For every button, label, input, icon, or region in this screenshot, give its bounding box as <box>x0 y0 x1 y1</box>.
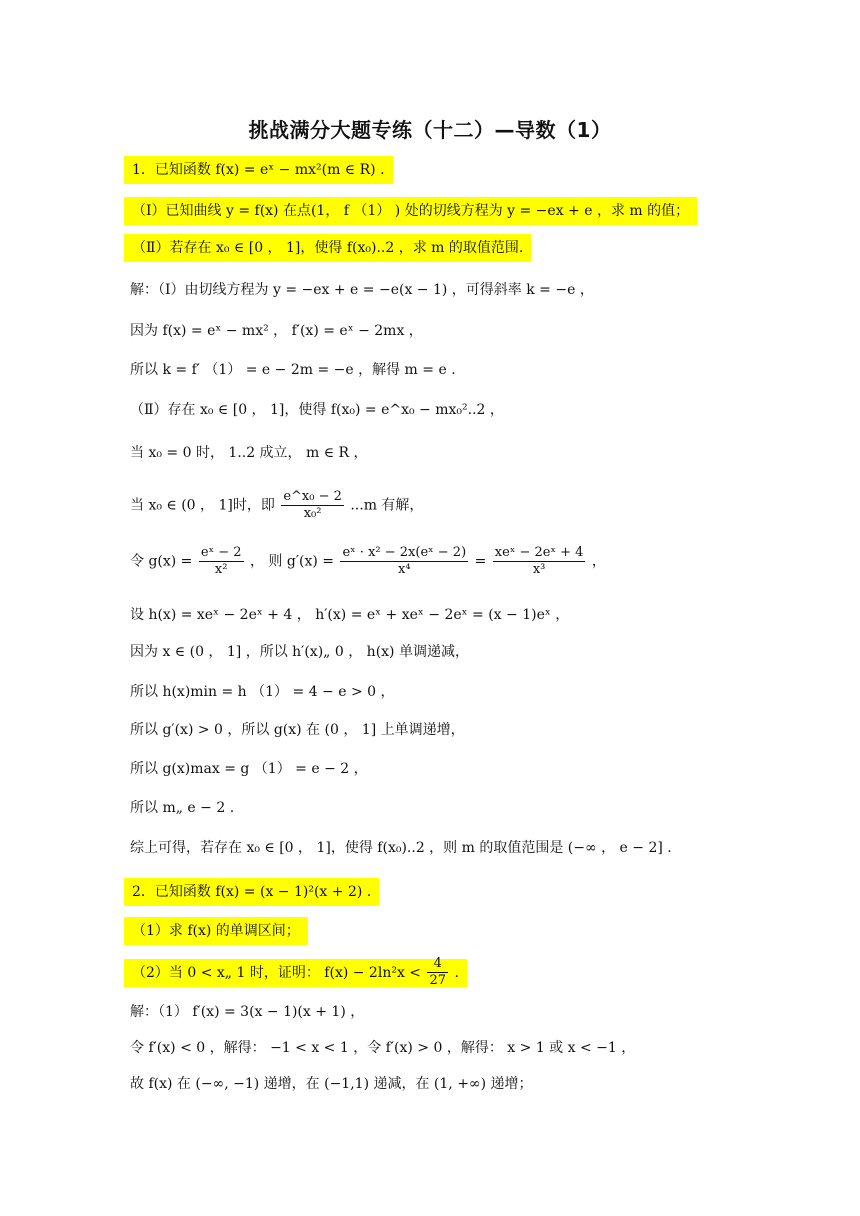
q1-part1: （Ⅰ）已知曲线 y = f(x) 在点(1， f （1） ) 处的切线方程为 y = −ex + e ，求 m 的值； <box>130 201 697 221</box>
fraction: $\frac{4}{27}$ <box>429 956 447 988</box>
sol1-line4: （Ⅱ）存在 x₀ ∈ [0 ， 1]，使得 f(x₀) = e^x₀ − mx₀²..2 ， <box>130 402 504 418</box>
sol1-line14: 综上可得，若存在 x₀ ∈ [0 ， 1]，使得 f(x₀)..2 ，则 m 的取值范围是 (−∞ ， e − 2] . <box>130 840 672 856</box>
sol1-line2: 因为 f(x) = eˣ − mx² ， f′(x) = eˣ − 2mx ， <box>130 323 423 339</box>
q2-part2: （2）当 0 < x„ 1 时，证明： f(x) − 2ln²x < $\frac{4}{27}$ . <box>130 956 467 989</box>
sol1-line11: 所以 g′(x) > 0 ，所以 g(x) 在 (0 ， 1] 上单调递增， <box>130 722 465 738</box>
sol2-line1: 解：（1） f′(x) = 3(x − 1)(x + 1) ， <box>130 1004 365 1020</box>
fraction: $\frac{\text{eˣ · x² − 2x(eˣ − 2)}}{\text{x⁴}}$ <box>342 545 467 577</box>
sol1-line12: 所以 g(x)max = g （1） = e − 2 ， <box>130 761 368 777</box>
sol1-line1: 解：（Ⅰ）由切线方程为 y = −ex + e = −e(x − 1) ，可得斜率 k = −e ， <box>130 282 594 298</box>
fraction: $\frac{\text{e\textasciicircum{}x₀ − 2}}{\text{x₀²}}$ <box>283 489 342 521</box>
sol2-line2: 令 f′(x) < 0 ，解得： −1 < x < 1 ，令 f′(x) > 0 ，解得： x > 1 或 x < −1 ， <box>130 1040 636 1056</box>
sol1-line6: 当 x₀ ∈ (0 ， 1]时，即 $\frac{\text{e\textasciicircum{}x₀ − 2}}{\text{x₀²}}$ ...m 有解， <box>130 489 424 521</box>
sol1-line9: 因为 x ∈ (0 ， 1] ，所以 h′(x)„ 0 ， h(x) 单调递减， <box>130 644 469 660</box>
q1-stem: 1．已知函数 f(x) = eˣ − mx²(m ∈ R) . <box>130 160 393 180</box>
q1-part2: （Ⅱ）若存在 x₀ ∈ [0 ， 1]，使得 f(x₀)..2 ，求 m 的取值范围. <box>130 238 531 258</box>
sol1-line8: 设 h(x) = xeˣ − 2eˣ + 4 ， h′(x) = eˣ + xeˣ − 2eˣ = (x − 1)eˣ ， <box>130 607 570 623</box>
sol1-line10: 所以 h(x)min = h （1） = 4 − e > 0 ， <box>130 684 395 700</box>
sol1-line13: 所以 m„ e − 2 . <box>130 800 235 816</box>
q2-stem: 2．已知函数 f(x) = (x − 1)²(x + 2) . <box>130 882 379 902</box>
sol2-line3: 故 f(x) 在 (−∞, −1) 递增，在 (−1,1) 递减，在 (1, +∞) 递增； <box>130 1076 533 1092</box>
fraction: $\frac{\text{xeˣ − 2eˣ + 4}}{\text{x³}}$ <box>494 545 584 577</box>
sol1-line7: 令 g(x) = $\frac{\text{eˣ − 2}}{\text{x²}}$ ， 则 g′(x) = $\frac{\text{eˣ · x² − 2x(eˣ − 2)}}{\text{x⁴}}$ = $\frac{\text{xeˣ − 2eˣ + 4}}{\text{x³}}$ ， <box>130 545 606 577</box>
fraction: $\frac{\text{eˣ − 2}}{\text{x²}}$ <box>200 545 242 577</box>
q2-part1: （1）求 f(x) 的单调区间； <box>130 921 308 941</box>
page-title: 挑战满分大题专练（十二）—导数（1） <box>248 118 612 142</box>
sol1-line3: 所以 k = f′ （1） = e − 2m = −e ，解得 m = e . <box>130 362 456 378</box>
sol1-line5: 当 x₀ = 0 时， 1..2 成立， m ∈ R ， <box>130 445 368 461</box>
